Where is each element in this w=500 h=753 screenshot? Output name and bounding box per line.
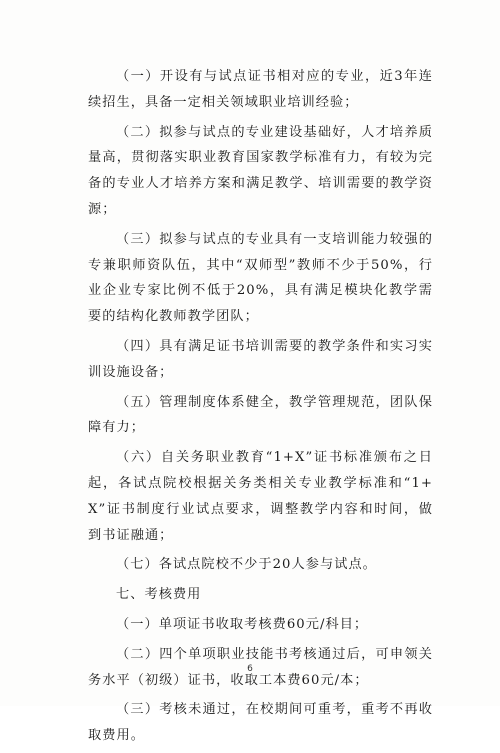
page-number: 6 [247, 664, 253, 674]
paragraph-item-11: （三）考核未通过，在校期间可重考，重考不再收取费用。 [88, 702, 433, 744]
paragraph-item-10: （二）四个单项职业技能书考核通过后，可申领关务水平（初级）证书，收取工本费60元/本； [88, 646, 433, 688]
paragraph-item-4: （四）具有满足证书培训需要的教学条件和实习实训设施设备； [88, 338, 433, 380]
section-heading-assessment-fees: 七、考核费用 [116, 587, 202, 603]
paragraph-item-1: （一）开设有与试点证书相对应的专业，近3年连续招生，具备一定相关领域职业培训经验； [88, 69, 433, 110]
paragraph-item-2: （二）拟参与试点的专业建设基础好，人才培养质量高，贯彻落实职业教育国家教学标准有力，有较为完备的专业人才培养方案和满足教学、培训需要的教学资源； [88, 124, 433, 217]
document-body [88, 64, 433, 753]
paragraph-item-9: （一）单项证书收取考核费60元/科目； [116, 616, 369, 632]
paragraph-item-7: （七）各试点院校不少于20人参与试点。 [116, 557, 377, 573]
paragraph-item-5: （五）管理制度体系健全，教学管理规范，团队保障有力； [88, 394, 433, 436]
paragraph-item-3: （三）拟参与试点的专业具有一支培训能力较强的专兼职师资队伍，其中“双师型”教师不少于50%，行业企业专家比例不低于20%，具有满足模块化教学需要的结构化教师教学团队； [88, 231, 433, 325]
paragraph-item-6: （六）自关务职业教育“1+X”证书标准颁布之日起，各试点院校根据关务类相关专业教学标准和“1+X”证书制度行业试点要求，调整教学内容和时间，做到书证融通； [88, 450, 433, 543]
